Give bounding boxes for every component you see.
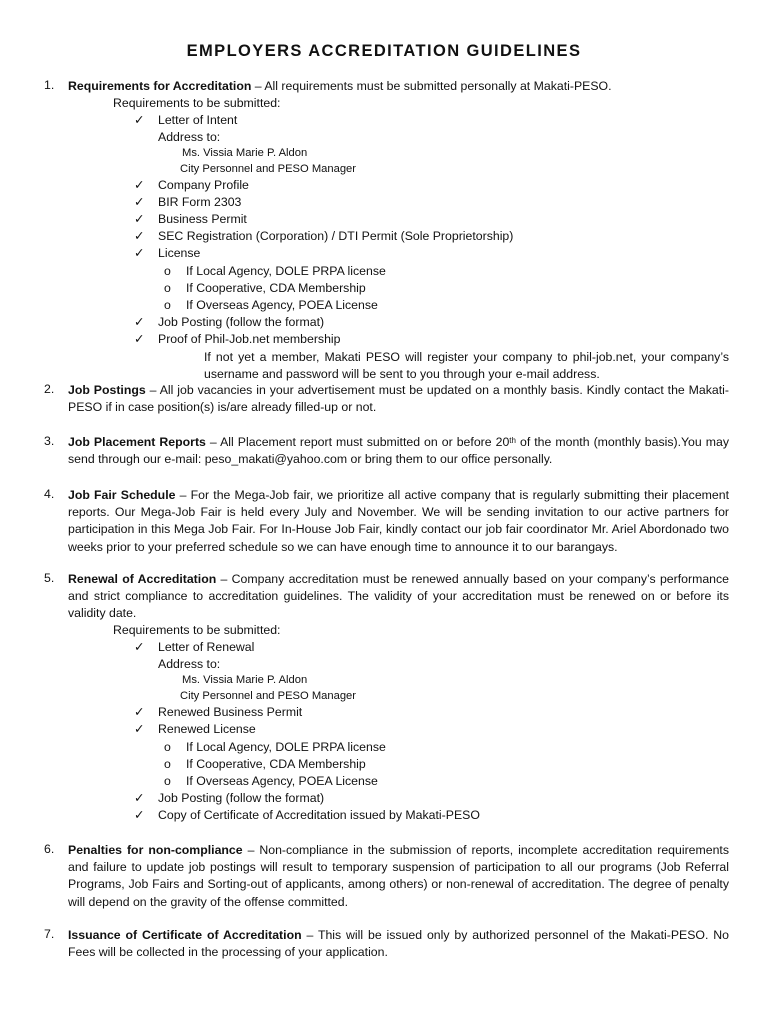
section-6-paragraph: [68, 842, 729, 911]
bullet-icon: o: [164, 740, 171, 754]
check-icon: ✓: [134, 332, 145, 346]
requirement-item: Renewed Business Permit: [158, 705, 303, 719]
section-heading: Job Placement Reports: [68, 435, 206, 449]
check-icon: ✓: [134, 246, 145, 260]
bullet-icon: o: [164, 298, 171, 312]
bullet-icon: o: [164, 774, 171, 788]
requirement-item: BIR Form 2303: [158, 195, 242, 209]
section-paragraph: [68, 78, 729, 95]
section-number: 4.: [44, 487, 55, 501]
section-number: 3.: [44, 434, 55, 448]
bullet-icon: o: [164, 264, 171, 278]
section-7-paragraph: [68, 927, 729, 961]
section-text: – Non-compliance in the submission of reports, incomplete accreditation requirements and failure to update job postings will result to temporary suspension of participation to all our programs (Job Referral Programs, Job Fairs and Sorting-out of applicants, among others) or non-renewal of accreditation. The degree of penalty will depend on the gravity of the offense committed.: [68, 843, 729, 909]
bullet-icon: o: [164, 281, 171, 295]
section-heading: Requirements for Accreditation: [68, 79, 252, 93]
license-option: If Overseas Agency, POEA License: [186, 774, 378, 788]
check-icon: ✓: [134, 113, 145, 127]
addressee-name: Ms. Vissia Marie P. Aldon: [182, 674, 308, 686]
addressee-title: City Personnel and PESO Manager: [180, 690, 356, 702]
section-text: – This will be issued only by authorized personnel of the Makati-PESO. No Fees will be collected in the processing of your application.: [68, 928, 729, 960]
address-label: Address to:: [158, 657, 221, 671]
section-number: 7.: [44, 927, 55, 941]
check-icon: ✓: [134, 705, 145, 719]
license-option: If Cooperative, CDA Membership: [186, 281, 366, 295]
requirement-item: Copy of Certificate of Accreditation issued by Makati-PESO: [158, 808, 480, 822]
requirement-item: Letter of Renewal: [158, 640, 255, 654]
section-heading: Renewal of Accreditation: [68, 572, 217, 586]
section-number: 6.: [44, 842, 55, 856]
section-paragraph: [68, 571, 729, 623]
section-number: 1.: [44, 78, 55, 92]
addressee-name: Ms. Vissia Marie P. Aldon: [182, 147, 308, 159]
section-heading: Job Fair Schedule: [68, 488, 176, 502]
license-option: If Cooperative, CDA Membership: [186, 757, 366, 771]
requirements-label: Requirements to be submitted:: [113, 623, 281, 637]
requirement-item: Proof of Phil-Job.net membership: [158, 332, 341, 346]
section-number: 2.: [44, 382, 55, 396]
requirement-item: License: [158, 246, 201, 260]
check-icon: ✓: [134, 315, 145, 329]
section-text: – All requirements must be submitted personally at Makati-PESO.: [251, 79, 612, 93]
license-option: If Local Agency, DOLE PRPA license: [186, 740, 386, 754]
section-text: – For the Mega-Job fair, we prioritize all active company that is regularly submitting their placement reports. Our Mega-Job Fair is held every July and November. We will be sending invitation to our active partners for participation in this Mega Job Fair. For In-House Job Fair, kindly contact our job fair coordinator Mr. Ariel Abordonado two weeks prior to your preferred schedule so we can have enough time to announce it to our barangays.: [68, 488, 729, 554]
requirement-item: Job Posting (follow the format): [158, 791, 325, 805]
check-icon: ✓: [134, 195, 145, 209]
requirement-item: Job Posting (follow the format): [158, 315, 325, 329]
section-text: of the month (monthly basis).You may send through our e-mail: peso_makati@yahoo.com or bring them to our office personally.: [68, 435, 729, 467]
requirement-item: Business Permit: [158, 212, 247, 226]
license-option: If Overseas Agency, POEA License: [186, 298, 378, 312]
check-icon: ✓: [134, 212, 145, 226]
section-heading: Issuance of Certificate of Accreditation: [68, 928, 302, 942]
page-title: EMPLOYERS ACCREDITATION GUIDELINES: [186, 42, 582, 60]
requirements-label: Requirements to be submitted:: [113, 96, 281, 110]
address-label: Address to:: [158, 130, 221, 144]
section-3-paragraph: [68, 434, 729, 468]
check-icon: ✓: [134, 178, 145, 192]
section-2-paragraph: [68, 382, 729, 416]
superscript: th: [509, 436, 516, 445]
section-number: 5.: [44, 571, 55, 585]
membership-note: If not yet a member, Makati PESO will register your company to phil-job.net, your company’s username and password will be sent to you through your e-mail address.: [204, 350, 729, 381]
section-text: – All job vacancies in your advertisement must be updated on a monthly basis. Kindly contact the Makati-PESO if in case position(s) is/are already filled-up or not.: [68, 383, 729, 415]
addressee-title: City Personnel and PESO Manager: [180, 163, 356, 175]
requirement-item: Letter of Intent: [158, 113, 238, 127]
section-text: – Company accreditation must be renewed annually based on your company’s performance and strict compliance to accreditation guidelines. The validity of your accreditation must be renewed on or before its validity date.: [68, 572, 729, 621]
section-heading: Job Postings: [68, 383, 146, 397]
check-icon: ✓: [134, 640, 145, 654]
section-4-paragraph: [68, 487, 729, 556]
check-icon: ✓: [134, 808, 145, 822]
check-icon: ✓: [134, 229, 145, 243]
section-heading: Penalties for non-compliance: [68, 843, 243, 857]
bullet-icon: o: [164, 757, 171, 771]
check-icon: ✓: [134, 722, 145, 736]
license-option: If Local Agency, DOLE PRPA license: [186, 264, 386, 278]
requirement-item: Company Profile: [158, 178, 249, 192]
section-text: – All Placement report must submitted on or before 20: [205, 435, 510, 449]
check-icon: ✓: [134, 791, 145, 805]
requirement-item: Renewed License: [158, 722, 256, 736]
requirement-item: SEC Registration (Corporation) / DTI Permit (Sole Proprietorship): [158, 229, 514, 243]
